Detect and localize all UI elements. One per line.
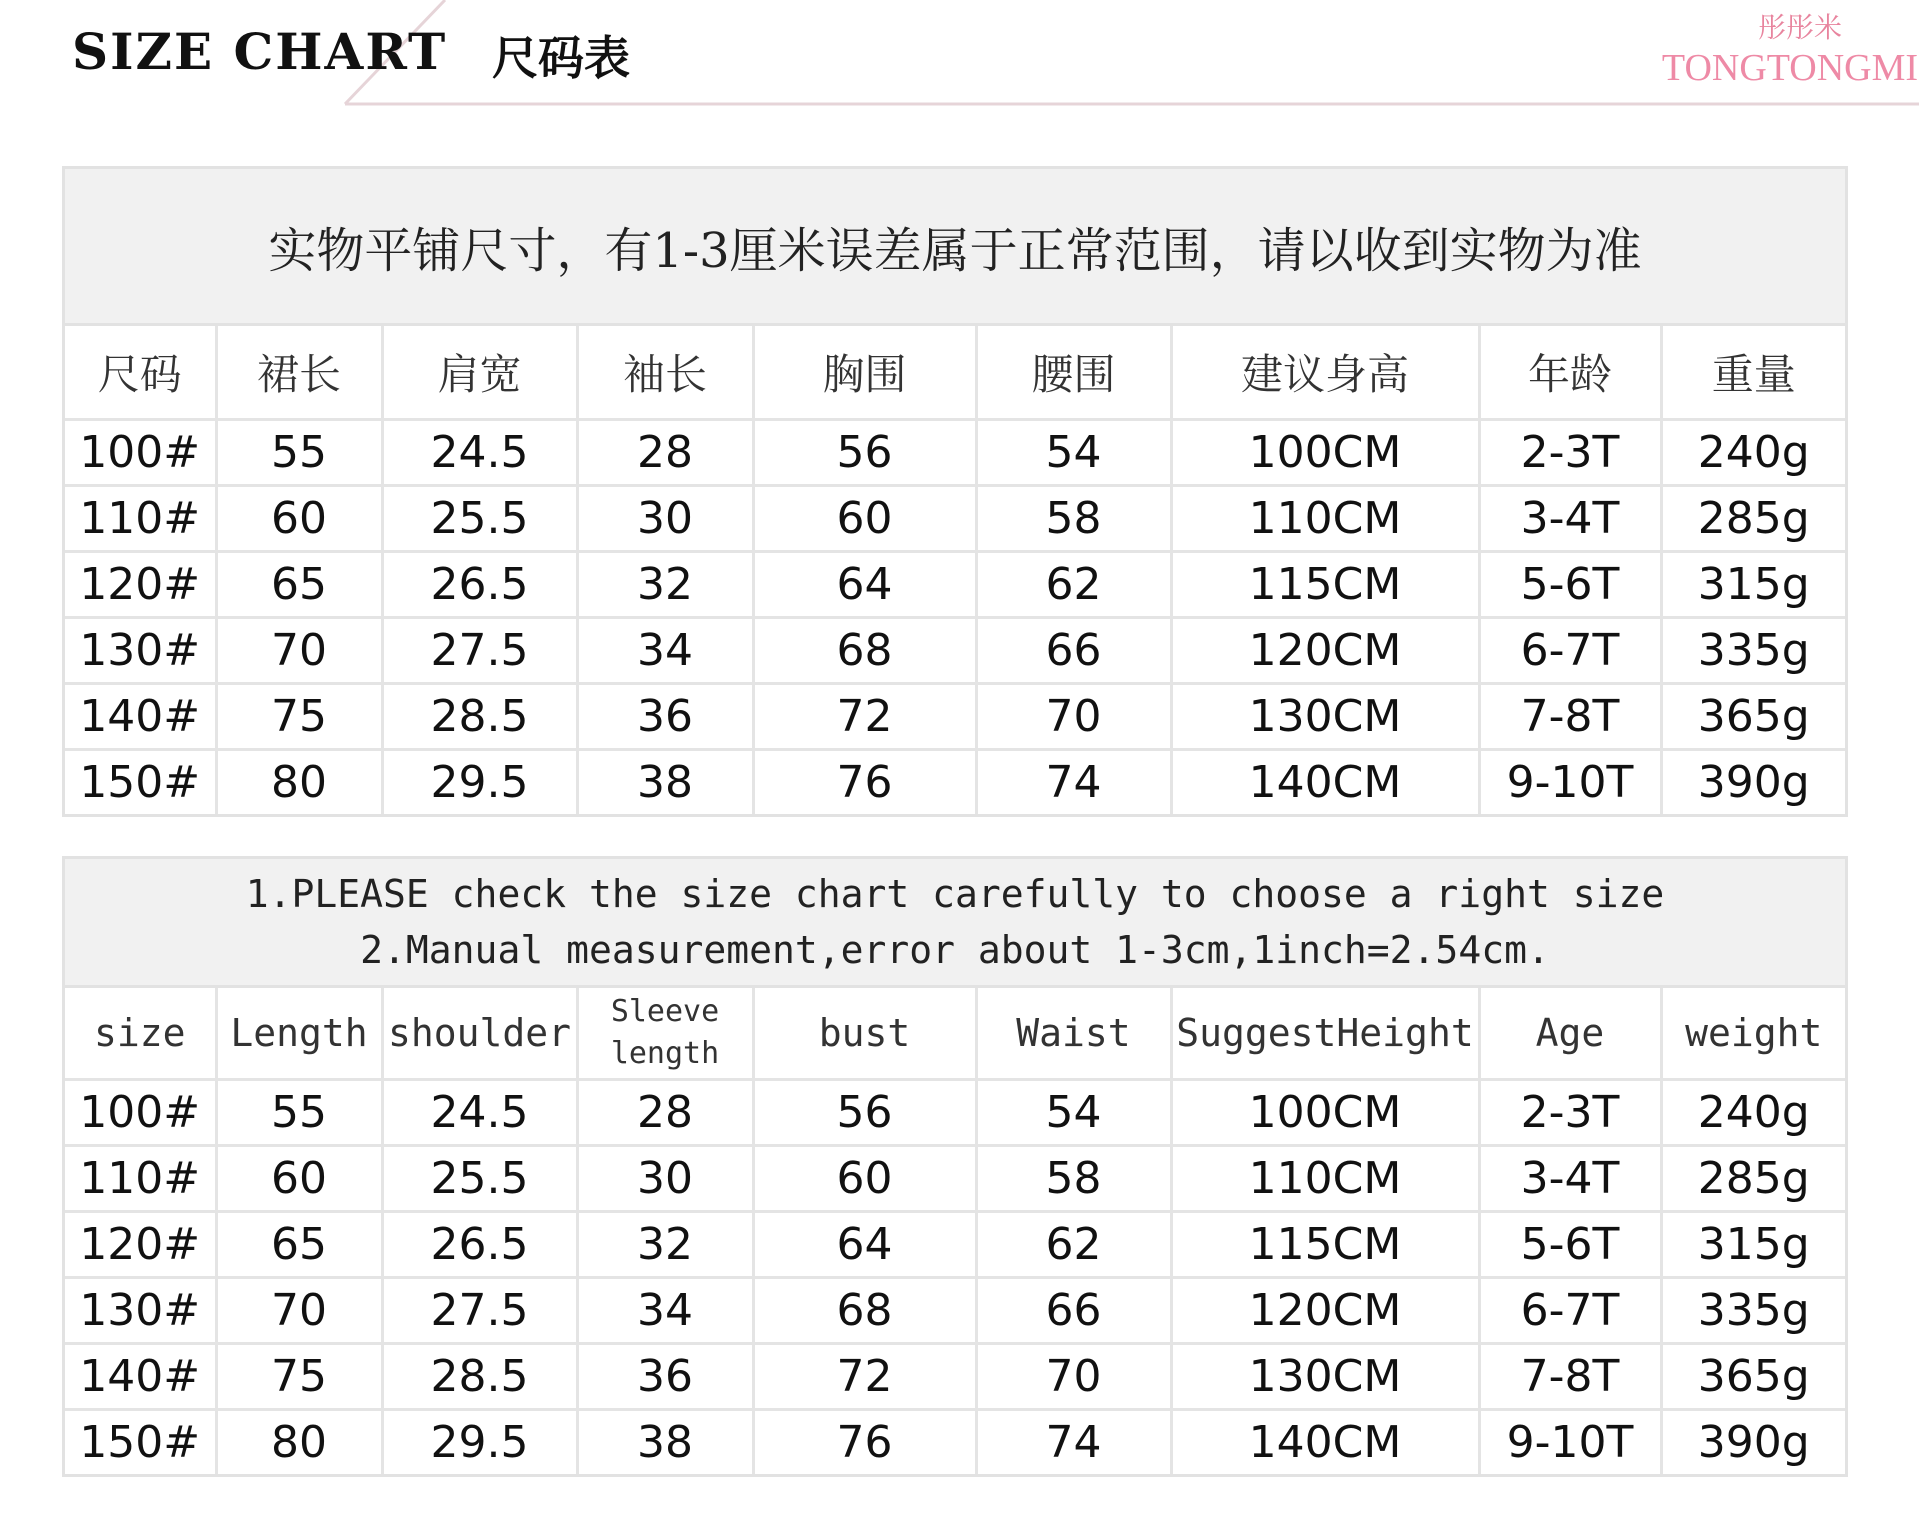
table-cell: 100CM <box>1171 420 1479 486</box>
table-cell: 56 <box>753 420 976 486</box>
table-cell: 130CM <box>1171 1344 1479 1410</box>
table-cell: 60 <box>753 1146 976 1212</box>
column-header: 肩宽 <box>382 326 577 420</box>
table-cell: 68 <box>753 1278 976 1344</box>
table-cell: 240g <box>1661 1080 1845 1146</box>
table-cell: 26.5 <box>382 1212 577 1278</box>
table-cell: 76 <box>753 1410 976 1475</box>
table-cell: 60 <box>216 486 382 552</box>
table-cell: 32 <box>577 552 753 618</box>
column-header: Length <box>216 988 382 1080</box>
table-cell: 130CM <box>1171 684 1479 750</box>
table-cell: 120# <box>65 1212 216 1278</box>
table-cell: 6-7T <box>1479 618 1661 684</box>
table-cell: 240g <box>1661 420 1845 486</box>
table-cell: 285g <box>1661 486 1845 552</box>
table-cell: 7-8T <box>1479 1344 1661 1410</box>
table-cell: 29.5 <box>382 750 577 815</box>
table-row <box>65 684 1845 750</box>
note-line-1: 1.PLEASE check the size chart carefully to choose a right size <box>245 872 1665 916</box>
table-cell: 150# <box>65 1410 216 1475</box>
column-header: 裙长 <box>216 326 382 420</box>
table-cell: 365g <box>1661 1344 1845 1410</box>
table-cell: 70 <box>976 1344 1171 1410</box>
table-cell: 120CM <box>1171 1278 1479 1344</box>
table-cell: 110CM <box>1171 486 1479 552</box>
table-cell: 66 <box>976 1278 1171 1344</box>
brand-logo-cn: 彤彤米 <box>1757 11 1842 44</box>
column-header: SuggestHeight <box>1171 988 1479 1080</box>
table-cell: 64 <box>753 552 976 618</box>
column-header: bust <box>753 988 976 1080</box>
table-cell: 76 <box>753 750 976 815</box>
table-cell: 68 <box>753 618 976 684</box>
table-cell: 64 <box>753 1212 976 1278</box>
table-cell: 120# <box>65 552 216 618</box>
table-cell: 390g <box>1661 1410 1845 1475</box>
table-cell: 6-7T <box>1479 1278 1661 1344</box>
table-cell: 3-4T <box>1479 486 1661 552</box>
table-cell: 5-6T <box>1479 552 1661 618</box>
size-table-en <box>65 988 1845 1474</box>
page-title: SIZE CHART <box>72 22 448 81</box>
table-cell: 72 <box>753 1344 976 1410</box>
table-cell: 390g <box>1661 750 1845 815</box>
table-row <box>65 1146 1845 1212</box>
table-cell: 74 <box>976 1410 1171 1475</box>
table-cell: 335g <box>1661 1278 1845 1344</box>
table-cell: 29.5 <box>382 1410 577 1475</box>
table-header-row <box>65 326 1845 420</box>
table-cell: 56 <box>753 1080 976 1146</box>
brand-logo: TONGTONGMI <box>1661 47 1919 89</box>
table-row <box>65 420 1845 486</box>
table-cell: 110# <box>65 486 216 552</box>
table-cell: 80 <box>216 1410 382 1475</box>
table-cell: 130# <box>65 1278 216 1344</box>
table-row <box>65 1344 1845 1410</box>
table-cell: 25.5 <box>382 486 577 552</box>
column-header: size <box>65 988 216 1080</box>
table-cell: 110CM <box>1171 1146 1479 1212</box>
table-row <box>65 1080 1845 1146</box>
table-cell: 5-6T <box>1479 1212 1661 1278</box>
table-cell: 80 <box>216 750 382 815</box>
table-cell: 27.5 <box>382 618 577 684</box>
size-chart-cn <box>62 166 1848 817</box>
column-header: 年龄 <box>1479 326 1661 420</box>
table-cell: 55 <box>216 1080 382 1146</box>
size-chart-en <box>62 856 1848 1477</box>
table-cell: 27.5 <box>382 1278 577 1344</box>
table-cell: 115CM <box>1171 1212 1479 1278</box>
column-header: 建议身高 <box>1171 326 1479 420</box>
table-cell: 315g <box>1661 552 1845 618</box>
size-table-cn <box>65 326 1845 814</box>
column-header: Waist <box>976 988 1171 1080</box>
table-cell: 60 <box>216 1146 382 1212</box>
table-cell: 100# <box>65 420 216 486</box>
table-cell: 7-8T <box>1479 684 1661 750</box>
table-header-row <box>65 988 1845 1080</box>
table-cell: 54 <box>976 1080 1171 1146</box>
table-cell: 65 <box>216 1212 382 1278</box>
table-cell: 100# <box>65 1080 216 1146</box>
table-row <box>65 1410 1845 1475</box>
table-cell: 36 <box>577 1344 753 1410</box>
column-header: 腰围 <box>976 326 1171 420</box>
column-header-line: length <box>610 1036 720 1071</box>
table-cell: 9-10T <box>1479 1410 1661 1475</box>
table-cell: 58 <box>976 486 1171 552</box>
table-cell: 28.5 <box>382 1344 577 1410</box>
column-header: 重量 <box>1661 326 1845 420</box>
table-cell: 24.5 <box>382 420 577 486</box>
table-cell: 25.5 <box>382 1146 577 1212</box>
table-cell: 38 <box>577 1410 753 1475</box>
table-cell: 72 <box>753 684 976 750</box>
column-header: shoulder <box>382 988 577 1080</box>
table-row <box>65 1278 1845 1344</box>
table-cell: 315g <box>1661 1212 1845 1278</box>
column-header: Age <box>1479 988 1661 1080</box>
table-cell: 30 <box>577 486 753 552</box>
table-cell: 65 <box>216 552 382 618</box>
table-row <box>65 486 1845 552</box>
table-row <box>65 618 1845 684</box>
column-header-line: Sleeve <box>610 994 720 1029</box>
table-cell: 9-10T <box>1479 750 1661 815</box>
table-cell: 335g <box>1661 618 1845 684</box>
table-row <box>65 552 1845 618</box>
table-cell: 34 <box>577 1278 753 1344</box>
table-cell: 365g <box>1661 684 1845 750</box>
column-header-sleeve <box>577 988 753 1080</box>
column-header: 胸围 <box>753 326 976 420</box>
table-cell: 32 <box>577 1212 753 1278</box>
table-cell: 150# <box>65 750 216 815</box>
table-cell: 115CM <box>1171 552 1479 618</box>
note-line-2: 2.Manual measurement,error about 1-3cm,1inch=2.54cm. <box>360 928 1550 972</box>
table-cell: 24.5 <box>382 1080 577 1146</box>
table-cell: 74 <box>976 750 1171 815</box>
table-cell: 28 <box>577 420 753 486</box>
measurement-note-en <box>65 859 1845 988</box>
table-cell: 34 <box>577 618 753 684</box>
table-cell: 75 <box>216 684 382 750</box>
table-cell: 58 <box>976 1146 1171 1212</box>
table-cell: 28.5 <box>382 684 577 750</box>
table-cell: 3-4T <box>1479 1146 1661 1212</box>
column-header: 袖长 <box>577 326 753 420</box>
table-cell: 75 <box>216 1344 382 1410</box>
table-cell: 140CM <box>1171 750 1479 815</box>
table-cell: 70 <box>216 1278 382 1344</box>
measurement-note-cn: 实物平铺尺寸，有1-3厘米误差属于正常范围，请以收到实物为准 <box>65 169 1845 326</box>
table-cell: 100CM <box>1171 1080 1479 1146</box>
column-header: 尺码 <box>65 326 216 420</box>
table-cell: 62 <box>976 552 1171 618</box>
table-row <box>65 750 1845 815</box>
table-cell: 36 <box>577 684 753 750</box>
table-cell: 66 <box>976 618 1171 684</box>
table-cell: 62 <box>976 1212 1171 1278</box>
table-cell: 28 <box>577 1080 753 1146</box>
table-cell: 38 <box>577 750 753 815</box>
table-cell: 140# <box>65 684 216 750</box>
table-cell: 140# <box>65 1344 216 1410</box>
table-cell: 70 <box>976 684 1171 750</box>
table-cell: 140CM <box>1171 1410 1479 1475</box>
table-cell: 130# <box>65 618 216 684</box>
table-row <box>65 1212 1845 1278</box>
table-cell: 60 <box>753 486 976 552</box>
page-header <box>0 0 1919 110</box>
table-cell: 2-3T <box>1479 420 1661 486</box>
table-cell: 120CM <box>1171 618 1479 684</box>
table-cell: 54 <box>976 420 1171 486</box>
page-title-cn: 尺码表 <box>492 31 630 85</box>
table-cell: 110# <box>65 1146 216 1212</box>
table-cell: 26.5 <box>382 552 577 618</box>
table-cell: 30 <box>577 1146 753 1212</box>
table-cell: 55 <box>216 420 382 486</box>
table-cell: 2-3T <box>1479 1080 1661 1146</box>
table-cell: 70 <box>216 618 382 684</box>
column-header: weight <box>1661 988 1845 1080</box>
table-cell: 285g <box>1661 1146 1845 1212</box>
